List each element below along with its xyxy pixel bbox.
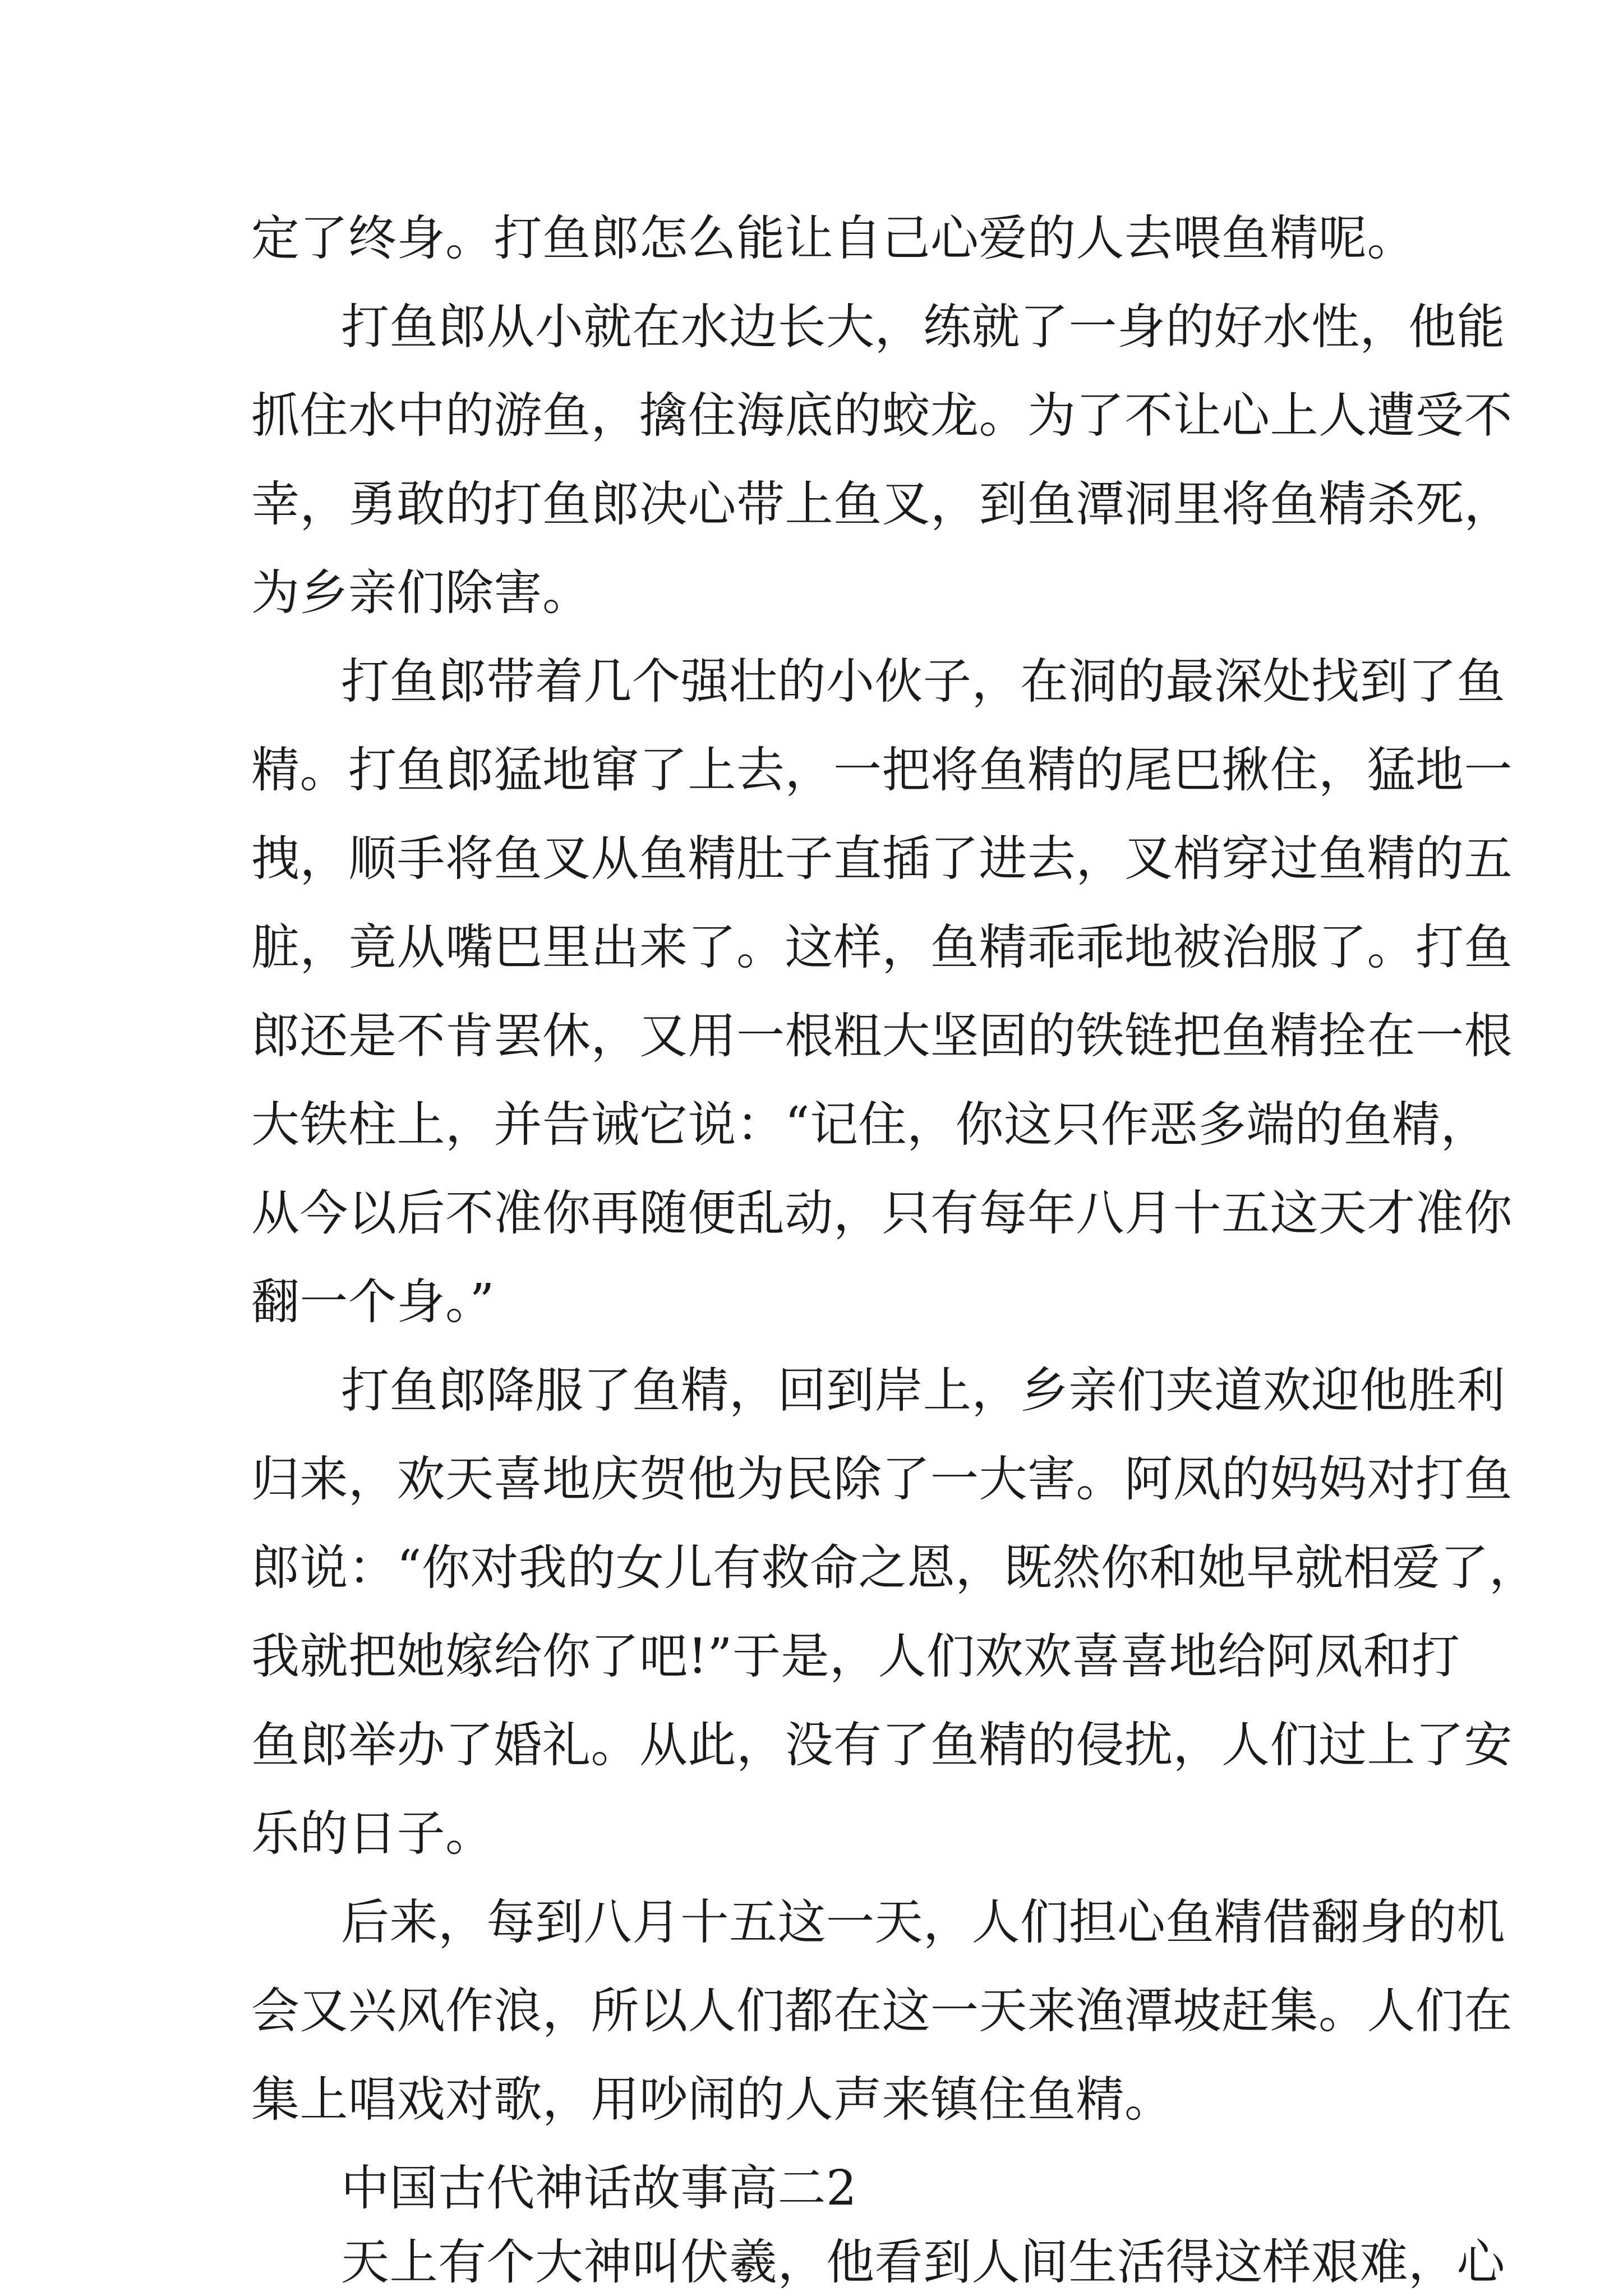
text-line: 大铁柱上，并告诫它说：“记住，你这只作恶多端的鱼精， xyxy=(251,1097,1489,1153)
text-line: 打鱼郎降服了鱼精，回到岸上，乡亲们夹道欢迎他胜利 xyxy=(341,1363,1505,1419)
text-line: 天上有个大神叫伏羲，他看到人间生活得这样艰难，心 xyxy=(341,2234,1505,2290)
text-line: 拽，顺手将鱼叉从鱼精肚子直插了进去，叉梢穿过鱼精的五 xyxy=(251,831,1513,887)
text-line: 翻一个身。” xyxy=(251,1274,495,1330)
text-line: 后来，每到八月十五这一天，人们担心鱼精借翻身的机 xyxy=(341,1894,1505,1950)
text-line: 乐的日子。 xyxy=(251,1806,494,1862)
text-line: 归来，欢天喜地庆贺他为民除了一大害。阿凤的妈妈对打鱼 xyxy=(251,1451,1513,1507)
text-line: 精。打鱼郎猛地窜了上去，一把将鱼精的尾巴揪住，猛地一 xyxy=(251,742,1513,798)
text-line: 郎说：“你对我的女儿有救命之恩，既然你和她早就相爱了， xyxy=(251,1540,1538,1596)
text-line: 鱼郎举办了婚礼。从此，没有了鱼精的侵扰，人们过上了安 xyxy=(251,1717,1513,1773)
text-line: 打鱼郎带着几个强壮的小伙子，在洞的最深处找到了鱼 xyxy=(341,654,1505,710)
text-line: 为乡亲们除害。 xyxy=(251,565,591,621)
text-line: 会又兴风作浪，所以人们都在这一天来渔潭坡赶集。人们在 xyxy=(251,1983,1513,2039)
text-line: 脏，竟从嘴巴里出来了。这样，鱼精乖乖地被治服了。打鱼 xyxy=(251,919,1513,976)
text-line: 从今以后不准你再随便乱动，只有每年八月十五这天才准你 xyxy=(251,1185,1513,1241)
text-line: 定了终身。打鱼郎怎么能让自己心爱的人去喂鱼精呢。 xyxy=(251,210,1415,266)
text-line: 集上唱戏对歌，用吵闹的人声来镇住鱼精。 xyxy=(251,2072,1173,2128)
text-line: 打鱼郎从小就在水边长大，练就了一身的好水性，他能 xyxy=(341,299,1505,355)
text-line: 郎还是不肯罢休，又用一根粗大坚固的铁链把鱼精拴在一根 xyxy=(251,1008,1513,1064)
text-line: 我就把她嫁给你了吧!”于是，人们欢欢喜喜地给阿凤和打 xyxy=(251,1628,1460,1685)
text-line: 抓住水中的游鱼，擒住海底的蛟龙。为了不让心上人遭受不 xyxy=(251,388,1513,444)
text-line: 幸，勇敢的打鱼郎决心带上鱼叉，到鱼潭洞里将鱼精杀死， xyxy=(251,476,1513,532)
section-heading: 中国古代神话故事高二2 xyxy=(341,2160,857,2216)
